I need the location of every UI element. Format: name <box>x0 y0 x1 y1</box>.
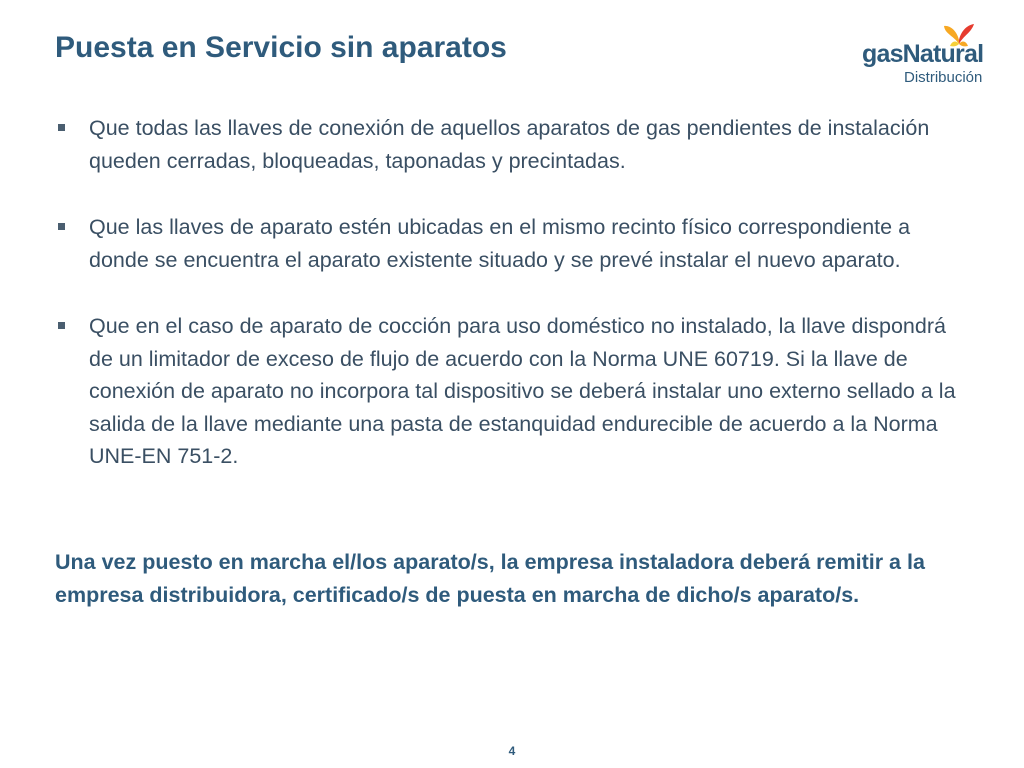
list-item <box>55 310 975 473</box>
logo-subtitle: Distribución <box>904 69 983 86</box>
bullet-text: Que todas las llaves de conexión de aquellos aparatos de gas pendientes de instalación queden cerradas, bloqueadas, taponadas y precintadas. <box>89 116 930 173</box>
list-item <box>55 112 975 177</box>
bullet-text: Que en el caso de aparato de cocción para uso doméstico no instalado, la llave dispondrá de un limitador de exceso de flujo de acuerdo con la Norma UNE 60719. Si la llave de conexión de aparato no incorpora tal dispositivo se deberá instalar uno externo sellado a la salida de la llave mediante una pasta de estanquidad endurecible de acuerdo a la Norma UNE-EN 751-2. <box>89 314 956 468</box>
slide-title: Puesta en Servicio sin aparatos <box>55 31 507 64</box>
square-bullet-icon <box>58 124 65 131</box>
list-item <box>55 211 975 276</box>
bullet-text: Que las llaves de aparato estén ubicadas en el mismo recinto físico correspondiente a donde se encuentra el aparato existente situado y se prevé instalar el nuevo aparato. <box>89 215 911 272</box>
square-bullet-icon <box>58 223 65 230</box>
brand-logo <box>858 22 998 92</box>
page-number: 4 <box>508 744 516 758</box>
conclusion-paragraph: Una vez puesto en marcha el/los aparato/s, la empresa instaladora deberá remitir a la empresa distribuidora, certificado/s de puesta en marcha de dicho/s aparato/s. <box>55 550 925 607</box>
square-bullet-icon <box>58 322 65 329</box>
logo-brand-text: gasNatural <box>862 40 984 68</box>
bullet-list <box>55 112 975 507</box>
